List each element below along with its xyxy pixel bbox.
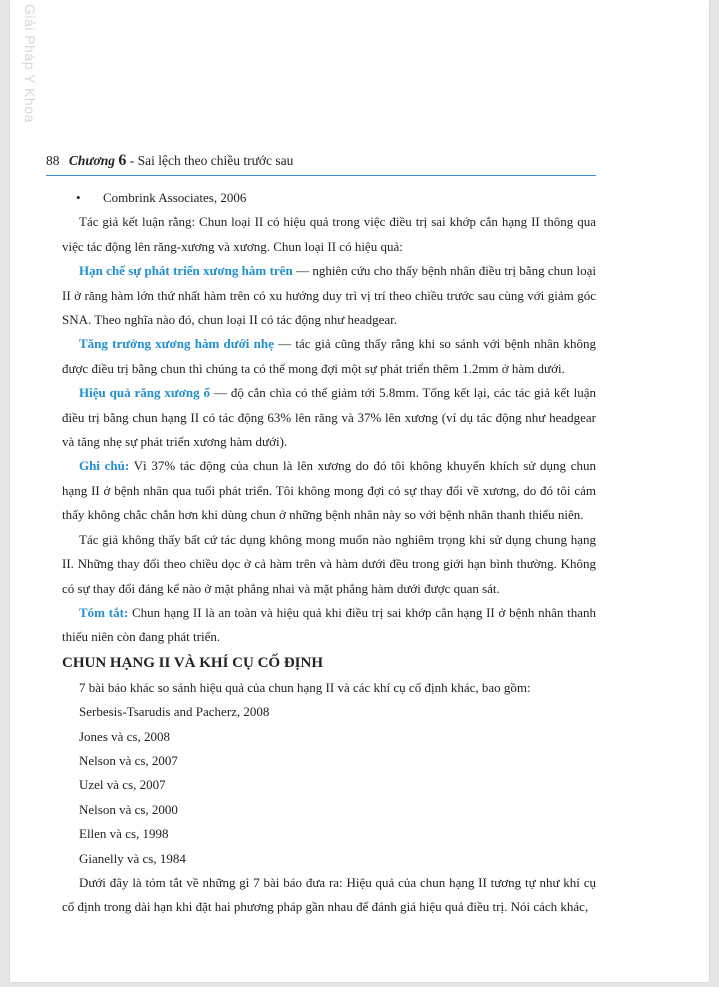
paragraph-text: Vì 37% tác động của chun là lên xương do đó tôi không khuyến khích sử dụng chun hạng II ở bệnh nhân qua tuổi phát triển. Tôi không mong đợi có sự thay đổi về xương, do đó tôi cảm thấy không chắc chắn hơn khi dùng chun ở những bệnh nhân này so với bệnh nhân thanh thiếu niên. [62,458,596,523]
highlight-label: Tóm tắt: [79,604,129,620]
paragraph-note [62,454,596,527]
paragraph-text: — nghiên cứu cho thấy bệnh nhân điều trị bằng chun loại II ở răng hàm lớn thứ nhất hàm trên có xu hướng duy trì vị trí theo chiều trước sau cùng với giảm góc SNA. Theo nghĩa nào đó, chun loại II có tác động như headgear. [62,263,596,328]
paragraph-mandible [62,332,596,381]
reference-item: Serbesis-Tsarudis and Pacherz, 2008 [79,704,270,720]
reference-item: Ellen và cs, 1998 [79,826,169,842]
reference-item: Nelson và cs, 2000 [79,801,178,817]
highlight-label: Hạn chế sự phát triển xương hàm trên [79,263,293,279]
chapter-title: - Sai lệch theo chiều trước sau [126,153,294,168]
bullet-dot: • [76,190,81,205]
paragraph-intro: 7 bài báo khác so sánh hiệu quả của chun hạng II và các khí cụ cố định khác, bao gồm: [79,679,531,695]
page-header [46,152,596,170]
header-rule [46,175,596,176]
reference-item: Uzel và cs, 2007 [79,777,166,793]
section-heading: CHUN HẠNG II VÀ KHÍ CỤ CỐ ĐỊNH [62,654,323,671]
paragraph-text: — tác giả cũng thấy rằng khi so sánh với bệnh nhân không được điều trị bằng chun thì chúng ta có thể mong đợi một sự phát triển thêm 1.2mm ở hàm dưới. [62,336,597,376]
chapter-number: 6 [118,152,127,169]
reference-item: Nelson và cs, 2007 [79,752,178,768]
paragraph-text: — độ cắn chìa có thể giảm tới 5.8mm. Tổng kết lại, các tác giả kết luận điều trị bằng chun hạng II có tác động 63% lên răng và 37% lên xương (ví dụ tác động như headgear và tăng nhẹ sự phát triển xương hàm dưới). [62,385,596,450]
paragraph-maxilla [62,259,596,332]
bullet-reference-text: Combrink Associates, 2006 [103,190,247,205]
paragraph-text: Chun hạng II là an toàn và hiệu quả khi điều trị sai khớp cắn hạng II ở bệnh nhân thanh thiếu niên còn đang phát triển. [62,604,596,645]
paragraph-side-effects: Tác giả không thấy bất cứ tác dụng không mong muốn nào nghiêm trọng khi sử dụng chung hạng II. Những thay đổi theo chiều dọc ở cả hàm trên và hàm dưới đều trong giới hạn bình thường. Không có sự thay đổi đáng kể nào ở mặt phẳng nhai và mặt phẳng hàm dưới được quan sát. [62,531,596,596]
highlight-label: Hiệu quả răng xương ổ [79,385,211,401]
book-page [10,0,709,982]
paragraph-summary [62,601,596,650]
bullet-reference [62,186,596,210]
page-number: 88 [46,153,60,168]
reference-item: Gianelly và cs, 1984 [79,850,186,866]
highlight-label: Ghi chú: [79,458,130,474]
paragraph-conclusion: Tác giả kết luận rằng: Chun loại II có hiệu quả trong việc điều trị sai khớp cắn hạng II thông qua việc tác động lên răng-xương và xương. Chun loại II có hiệu quả: [62,214,596,254]
page-content [62,186,596,920]
highlight-label: Tăng trưởng xương hàm dưới nhẹ [79,336,274,352]
reference-item: Jones và cs, 2008 [79,728,170,744]
paragraph-summary-articles: Dưới đây là tóm tắt về những gì 7 bài báo đưa ra: Hiệu quả của chun hạng II tương tự như khí cụ cố định trong dài hạn khi đặt hai phương pháp gần nhau để đánh giá hiệu quả điều trị. Nói cách khác, [62,874,596,915]
watermark: Giải Pháp Y Khoa [22,4,38,123]
chapter-word: Chương [68,153,115,168]
paragraph-dentoalveolar [62,381,596,454]
